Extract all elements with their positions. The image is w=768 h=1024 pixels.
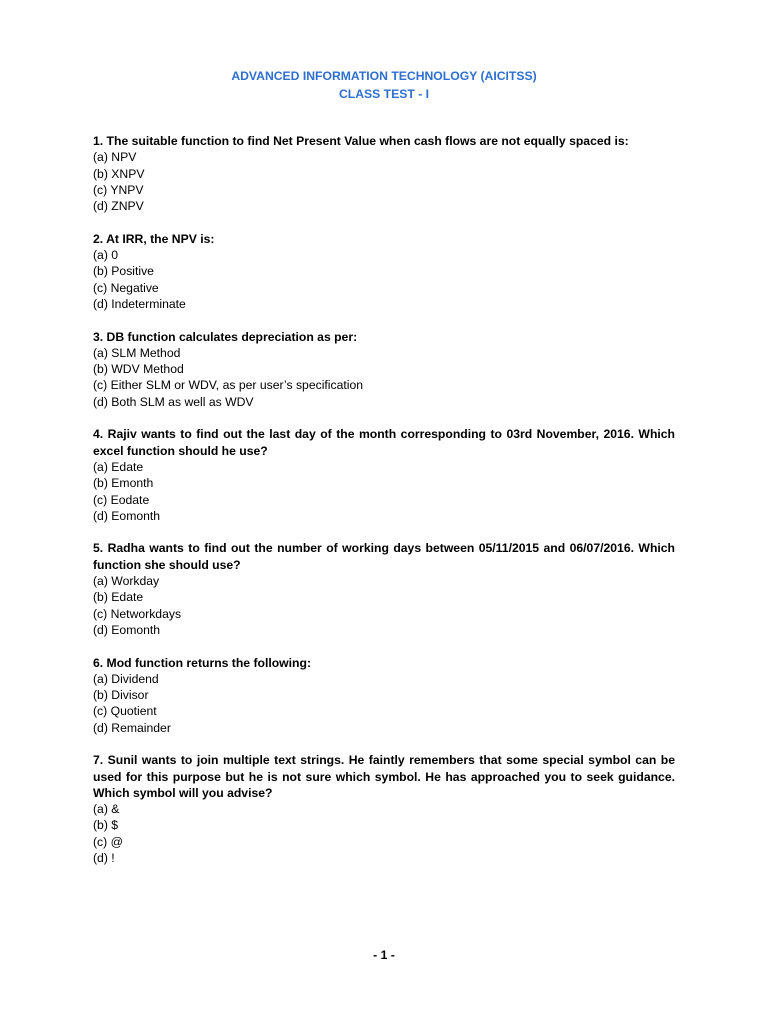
option-c: (c) Negative xyxy=(93,280,159,295)
option-a: (a) NPV xyxy=(93,150,137,165)
option-b: (b) XNPV xyxy=(93,166,145,181)
option-c: (c) Networkdays xyxy=(93,606,182,621)
option-a: (a) Dividend xyxy=(93,671,159,686)
page-number: - 1 - xyxy=(373,948,395,962)
question-2 xyxy=(93,231,675,312)
question-3 xyxy=(93,329,675,410)
option-d: (d) Eomonth xyxy=(93,508,161,523)
option-b: (b) Divisor xyxy=(93,688,149,703)
question-4 xyxy=(93,426,675,524)
option-c: (c) YNPV xyxy=(93,182,144,197)
option-a: (a) Edate xyxy=(93,459,144,474)
option-a: (a) & xyxy=(93,802,120,817)
question-text: 5. Radha wants to find out the number of working days between 05/11/2015 and 06/07/2016. Which function she should use? xyxy=(93,541,675,572)
option-a: (a) Workday xyxy=(93,574,160,589)
option-c: (c) Either SLM or WDV, as per user’s specification xyxy=(93,378,364,393)
option-d: (d) Remainder xyxy=(93,720,171,735)
option-d: (d) ! xyxy=(93,851,115,866)
option-c: (c) Eodate xyxy=(93,492,150,507)
question-text: 6. Mod function returns the following: xyxy=(93,655,312,670)
option-b: (b) WDV Method xyxy=(93,362,184,377)
option-a: (a) 0 xyxy=(93,248,119,263)
option-d: (d) Eomonth xyxy=(93,622,161,637)
question-1 xyxy=(93,133,675,214)
option-d: (d) Both SLM as well as WDV xyxy=(93,394,254,409)
title-block xyxy=(0,67,768,103)
option-d: (d) Indeterminate xyxy=(93,296,186,311)
question-text: 7. Sunil wants to join multiple text strings. He faintly remembers that some special symbol can be used for this purpose but he is not sure which symbol. He has approached you to seek guidance. Which symbol will you advise? xyxy=(93,753,675,800)
question-text: 4. Rajiv wants to find out the last day of the month corresponding to 03rd November, 2016. Which excel function should he use? xyxy=(93,427,675,458)
option-b: (b) $ xyxy=(93,818,119,833)
option-b: (b) Positive xyxy=(93,264,154,279)
option-d: (d) ZNPV xyxy=(93,199,144,214)
question-6 xyxy=(93,655,675,736)
question-text: 2. At IRR, the NPV is: xyxy=(93,231,215,246)
question-5 xyxy=(93,540,675,638)
option-a: (a) SLM Method xyxy=(93,345,181,360)
option-b: (b) Edate xyxy=(93,590,144,605)
option-c: (c) Quotient xyxy=(93,704,157,719)
option-c: (c) @ xyxy=(93,834,123,849)
question-list xyxy=(93,133,675,883)
question-text: 3. DB function calculates depreciation as per: xyxy=(93,329,358,344)
document-subtitle: CLASS TEST - I xyxy=(338,87,430,101)
document-title: ADVANCED INFORMATION TECHNOLOGY (AICITSS) xyxy=(231,69,537,83)
question-7 xyxy=(93,752,675,866)
question-text: 1. The suitable function to find Net Present Value when cash flows are not equally spaced is: xyxy=(93,134,629,148)
option-b: (b) Emonth xyxy=(93,476,154,491)
